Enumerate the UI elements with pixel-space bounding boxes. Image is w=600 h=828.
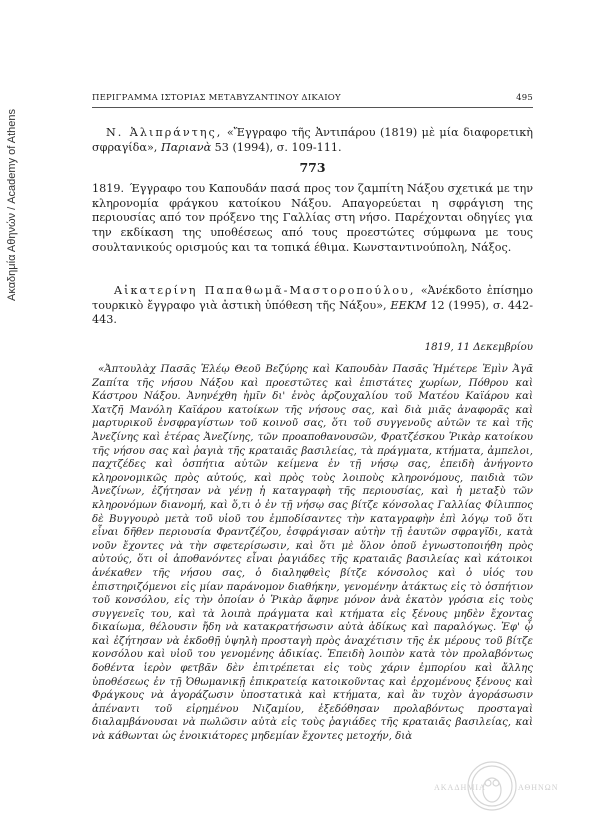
- reference-journal: ΕΕΚΜ: [390, 298, 427, 312]
- academy-seal: [432, 752, 559, 822]
- reference-journal: Παριανὰ: [160, 140, 212, 154]
- side-watermark-text: Ακαδημία Αθηνών / Academy of Athens: [6, 108, 18, 302]
- reference-papathoma: [92, 284, 533, 328]
- running-header: [92, 93, 533, 107]
- page-number: 495: [516, 93, 533, 103]
- seal-left-word: ΑΚΑΔΗΜΙΑ: [434, 783, 486, 792]
- running-title: ΠΕΡΙΓΡΑΜΜΑ ΙΣΤΟΡΙΑΣ ΜΕΤΑΒΥΖΑΝΤΙΝΟΥ ΔΙΚΑΙΟΥ: [92, 93, 341, 103]
- side-watermark: [4, 40, 20, 370]
- reference-title: «Ἀνέκδοτο ἐπίσημο τουρκικὸ ἔγγραφο γιὰ ἀστικὴ ὑπόθεση τῆς Νάξου»,: [92, 284, 533, 312]
- entry-text: Έγγραφο του Καπουδάν πασά προς τον ζαμπίτη Νάξου σχετικά με την κληρονομία φράγκου κατοίκου Νάξου. Απαγορεύεται η σφράγιση της περιουσίας από τον πρόξενο της Γαλλίας στη νήσο. Παρέχονται οδηγίες για την εκδίκαση της υποθέσεως από τους προεστώτες σύμφωνα με τους σουλτανικούς ορισμούς και τα τοπικά έθιμα. Κωνσταντινούπολη, Νάξος.: [92, 182, 534, 254]
- reference-title: «Ἔγγραφο τῆς Ἀντιπάρου (1819) μὲ μία διαφορετικὴ σφραγίδα»,: [92, 126, 533, 154]
- entry-summary: [92, 182, 533, 256]
- reference-details: 53 (1994), σ. 109-111.: [211, 140, 342, 154]
- reference-author: Αἰκατερίνη Παπαθωμᾶ-Μαστοροπούλου,: [114, 284, 416, 297]
- reference-author: Ν. Ἀλιπράντης,: [106, 126, 223, 139]
- reference-details: 12 (1995), σ. 442-443.: [92, 298, 533, 327]
- reference-alipradis: [92, 126, 533, 155]
- seal-right-word: ΑΘΗΝΩΝ: [518, 783, 559, 792]
- document-date: 1819, 11 Δεκεμβρίου: [424, 342, 533, 353]
- document-number: 773: [299, 160, 326, 175]
- entry-year: 1819.: [92, 182, 125, 195]
- document-transcription: «Ἀπτουλὰχ Πασᾶς Ἐλέῳ Θεοῦ Βεζύρης καὶ Καπουδὰν Πασᾶς Ἡμέτερε Ἐμὶν Ἀγᾶ Ζαπίτα τῆς νήσου Νάξου καὶ προεστῶτες καὶ ἐπιστάτες χωρίων, Πόθρου καὶ Κάστρου Νάξου. Ἀνηνέχθη ἡμῖν δι' ἑνὸς ἀρζουχαλίου τοῦ Ματέου Καϊάρου καὶ Χατζῆ Μανόλη Καϊάρου κατοίκων τῆς νήσους σας, καὶ διὰ μιᾶς ἀναφορᾶς καὶ μαρτυρικοῦ ἐνσφραγίστων τοῦ κοινοῦ σας, ὅτι τοῦ συγγενοῦς αὐτῶν τε καὶ τῆς Ἀνεζίνης καὶ ἑτέρας Ἀνεζίνης, τῶν προαποθανουσῶν, Φρατζέσκου Ῥικὰρ κατοίκου τῆς νήσου σας καὶ ῥαγιὰ τῆς κραταιᾶς βασιλείας, τὰ πράγματα, κτήματα, ἀμπελοι, παχτζέδες καὶ ὁσπήτια αὐτῶν κείμενα ἐν τῇ νήσῳ σας, ἐπειδὴ ἀνήγοντο κληρονομικῶς πρὸς αὐτούς, καὶ πρὸς τοὺς λοιποὺς κληρονόμους, παιδιὰ τῶν Ἀνεζίνων, ἐζήτησαν νὰ γένῃ ἡ καταγραφὴ τῆς περιουσίας, καὶ ἡ μεταξὺ τῶν κληρονόμων διανομή, καὶ ὅ,τι ὁ ἐν τῇ νήσῳ σας βίτζε κόνσολας Γαλλίας Φίλιππος δὲ Βυγγουρὸ μετὰ τοῦ υἱοῦ του ἐμποδίσαντες τὴν καταγραφὴν ἐπὶ λόγῳ τοῦ ὅτι εἶναι δῆθεν περιουσία Φραντζέζου, ἐσφράγισαν αὐτὴν τῇ ἑαυτῶν σφραγῖδι, κατὰ νοῦν ἔχοντες νὰ τὴν σφετερίσωσιν, καὶ ὅτι μὲ ὅλον ὁποῦ ἐγνωστοποιήθη πρὸς αὐτούς, ὅτι οἱ ἀποθανόντες εἶναι ῥαγιάδες τῆς κραταιᾶς βασιλείας καὶ κάτοικοι ἀνέκαθεν τῆς νήσου σας, ὁ διαληφθεὶς βίτζε κόνσολος καὶ ὁ υἱός του ἐπιστηριζόμενοι εἰς μίαν παράνομον διαθήκην, γενομένην ἀτάκτως εἰς τὸ ὁσπήτιον τοῦ κονσόλου, εἰς τὴν ὁποίαν ὁ Ῥικὰρ ἄφηνε μόνον ἀνὰ ἑκατὸν γρόσια εἰς τοὺς συγγενεῖς του, καὶ τὰ λοιπὰ πράγματα καὶ κτήματα εἰς ξένους μηδὲν ἔχοντας δικαίωμα, θέλουσιν ἤδη νὰ κατακρατήσωσιν αὐτὰ ἀδίκως καὶ παραλόγως. Ἐφ' ᾧ καὶ ἐζήτησαν νὰ ἐκδοθῇ ὑψηλὴ προσταγὴ πρὸς ἀναχέτισιν τῆς ἐκ μέρους τοῦ βίτζε κονσόλου καὶ υἱοῦ του γενομένης ἀδικίας. Ἐπειδὴ λοιπὸν κατὰ τὸν προλαβόντως δοθέντα ἱερὸν φετβᾶν δὲν ἐπιτρέπεται εἰς τοὺς χάριν ἐμπορίου καὶ ἄλλης ὑποθέσεως ἐν τῇ Ὀθωμανικῇ ἐπικρατείᾳ κατοικοῦντας καὶ ἐρχομένους ξένους καὶ Φράγκους νὰ ἀγοράζωσιν ὑποστατικὰ καὶ κτήματα, καὶ ἂν τυχὸν ἀγοράσωσιν ἀπέναντι τοῦ εἰρημένου Νιζαμίου, ἐξεδόθησαν προλαβόντως προσταγαὶ διαλαμβάνουσαι νὰ πωλῶσιν αὐτὰ εἰς τοὺς ῥαγιάδες τῆς κραταιᾶς βασιλείας, καὶ νὰ κάθωνται ὡς ἐνοικιάτορες μηδεμίαν ἔχοντες μετοχήν, διὰ: [92, 364, 533, 743]
- header-rule: [92, 107, 533, 108]
